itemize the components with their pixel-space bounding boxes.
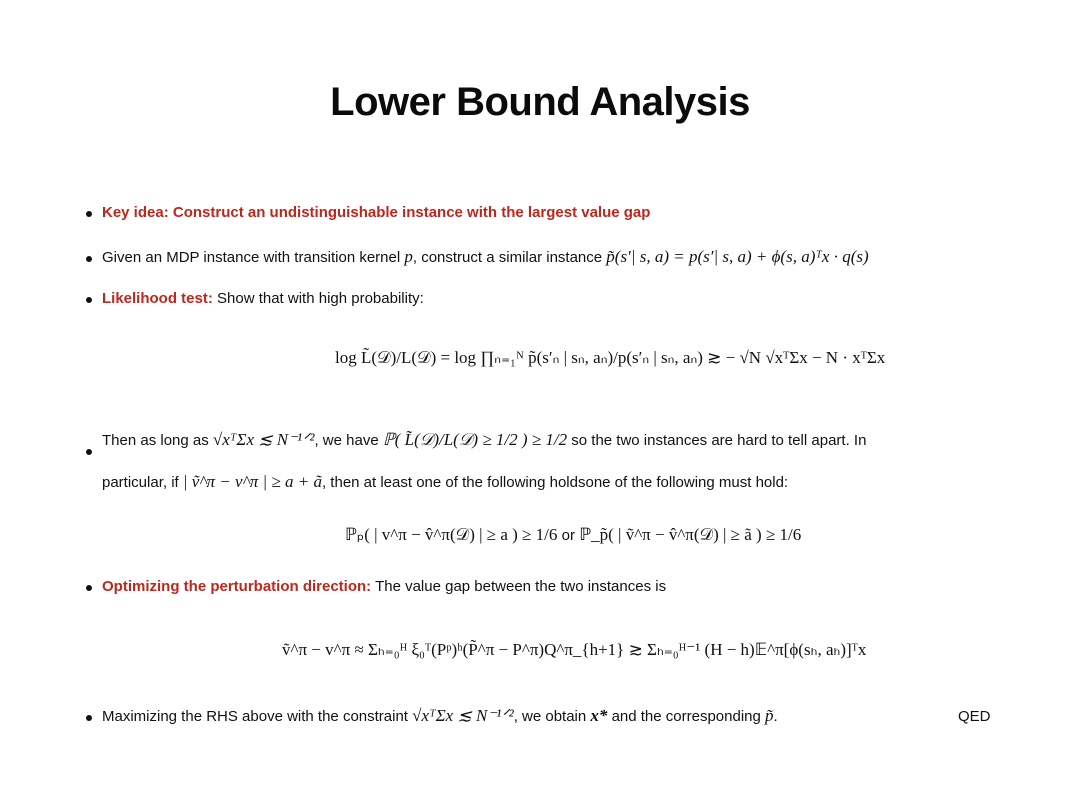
bullet-key-idea <box>102 204 650 221</box>
probability-right: ℙ_p̃( | ṽ^π − v̂^π(𝒟) | ≥ ã ) ≥ 1/6 <box>579 525 802 544</box>
max-xstar-math: x* <box>590 706 608 725</box>
probability-equation <box>345 525 801 545</box>
bullet-dot-icon <box>86 585 92 591</box>
perturbation-label: Optimizing the perturbation direction: <box>102 578 372 595</box>
bullet-hard-to-tell <box>102 430 866 450</box>
bullet-dot-icon <box>86 256 92 262</box>
probability-left: ℙₚ( | v^π − v̂^π(𝒟) | ≥ a ) ≥ 1/6 <box>345 525 558 544</box>
mdp-text-2: , construct a similar instance <box>412 249 607 266</box>
bullet-mdp-instance <box>102 247 869 267</box>
max-text-4: . <box>773 708 778 725</box>
bullet-likelihood-test <box>102 290 424 307</box>
hard-text-1: Then as long as <box>102 432 213 449</box>
likelihood-equation: log L̃(𝒟)/L(𝒟) = log ∏ₙ₌₁ᴺ p̃(s′ₙ | sₙ, aₙ)/p(s′ₙ | sₙ, aₙ) ≳ − √N √xᵀΣx − N · xᵀΣx <box>335 348 886 367</box>
likelihood-test-label: Likelihood test: <box>102 290 213 307</box>
mdp-text-1: Given an MDP instance with transition kernel <box>102 249 405 266</box>
bullet-maximizing-rhs <box>102 706 778 726</box>
mdp-kernel-symbol: p <box>404 247 413 266</box>
max-text-3: and the corresponding <box>607 708 766 725</box>
value-gap-equation: ṽ^π − v^π ≈ Σₕ₌₀ᴴ ξ₀ᵀ(Pᵖ)ʰ(P̃^π − P^π)Q^π_{h+1} ≳ Σₕ₌₀ᴴ⁻¹ (H − h)𝔼^π[ϕ(sₕ, aₕ)]ᵀx <box>282 640 867 659</box>
slide-title: Lower Bound Analysis <box>330 80 750 124</box>
particular-text-1: particular, if <box>102 474 183 491</box>
mdp-perturbed-kernel: p̃(s′| s, a) = p(s′| s, a) + ϕ(s, a)ᵀx · q(s) <box>606 247 869 266</box>
max-text-1: Maximizing the RHS above with the constraint <box>102 708 413 725</box>
key-idea-text: Key idea: Construct an undistinguishable instance with the largest value gap <box>102 204 651 221</box>
bullet-dot-icon <box>86 211 92 217</box>
max-constraint-math: √xᵀΣx ≲ N⁻¹ᐟ² <box>412 706 514 725</box>
qed-label: QED <box>958 708 991 725</box>
bullet-dot-icon <box>86 715 92 721</box>
probability-or: or <box>561 527 575 544</box>
particular-text-2: , then at least one of the following holdsone of the following must hold: <box>321 474 789 491</box>
bullet-dot-icon <box>86 449 92 455</box>
max-ptilde-math: p̃ <box>765 706 774 725</box>
hard-text-3: so the two instances are hard to tell apart. In <box>567 432 867 449</box>
hard-constraint-math: √xᵀΣx ≲ N⁻¹ᐟ² <box>212 430 315 449</box>
bullet-dot-icon <box>86 297 92 303</box>
hard-probability-math: ℙ( L̃(𝒟)/L(𝒟) ≥ 1/2 ) ≥ 1/2 <box>382 430 568 449</box>
bullet-perturbation-direction <box>102 578 666 595</box>
hard-text-2: , we have <box>314 432 383 449</box>
max-text-2: , we obtain <box>513 708 591 725</box>
perturbation-text: The value gap between the two instances is <box>371 578 667 595</box>
likelihood-test-text: Show that with high probability: <box>212 290 424 307</box>
particular-condition-math: | ṽ^π − v^π | ≥ a + ã <box>182 472 322 491</box>
bullet-hard-to-tell-line2 <box>102 472 788 492</box>
